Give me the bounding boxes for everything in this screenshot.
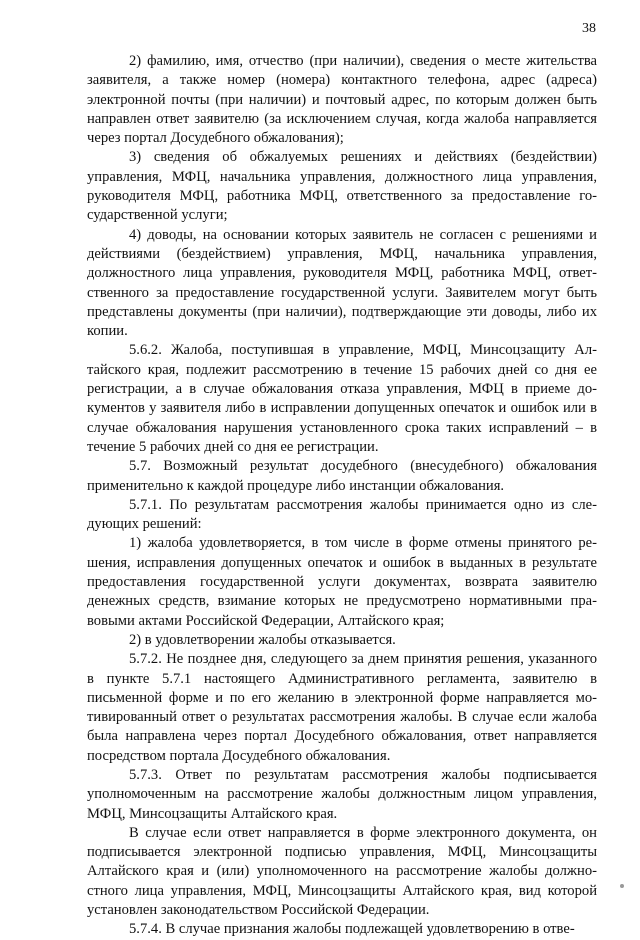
paragraph-decision-2: 2) в удовлетворении жалобы отказывается. — [129, 631, 396, 648]
paragraph-item-3: 3) сведения об обжалуемых решениях и действиях (бездействии) управления, МФЦ, начальника управления, должностного лица управления, руководителя МФЦ, работника МФЦ, ответственного за предоставление государственной услуги; — [87, 149, 597, 224]
scan-dot-mark — [620, 884, 624, 888]
paragraph-5-6-2: 5.6.2. Жалоба, поступившая в управление, МФЦ, Минсоцзащиту Алтайского края, подлежит рассмотрению в течение 15 рабочих дней со дня ее регистрации, а в случае обжалования отказа управления, МФЦ в приеме документов у заявителя либо в исправлении допущенных опечаток и ошибок или в случае обжалования нарушения установленного срока таких исправлений – в течение 5 рабочих дней со дня ее регистрации. — [87, 342, 597, 455]
paragraph-5-7-3: 5.7.3. Ответ по результатам рассмотрения жалобы подписывается уполномоченным на рассмотрение жалобы должностным лицом управления, МФЦ, Минсоцзащиты Алтайского края. — [87, 766, 597, 822]
paragraph-electronic-response: В случае если ответ направляется в форме электронного документа, он подписывается электронной подписью управления, МФЦ, Минсоцзащиты Алтайского края и (или) уполномоченного на рассмотрение жалобы должностного лица управления, МФЦ, Минсоцзащиты Алтайского края, вид которой установлен законодательством Российской Федерации. — [87, 824, 597, 919]
paragraph-5-7-4: 5.7.4. В случае признания жалобы подлежащей удовлетворению в отве- — [129, 921, 575, 938]
paragraph-item-2: 2) фамилию, имя, отчество (при наличии), сведения о месте жительства заявителя, а также номер (номера) контактного телефона, адрес (адреса) электронной почты (при наличии) и почтовый адрес, по которым должен быть направлен ответ заявителю (за исключением случая, когда жалоба направляется через портал Досудебного обжалования); — [87, 53, 597, 147]
paragraph-5-7-2: 5.7.2. Не позднее дня, следующего за днем принятия решения, указанного в пункте 5.7.1 настоящего Административного регламента, заявителю в письменной форме и по его желанию в электронной форме направляется мотивированный ответ о результатах рассмотрения жалобы. В случае если жалоба была направлена через портал Досудебного обжалования, ответ направляется посредством портала Досудебного обжалования. — [87, 651, 597, 764]
paragraph-5-7-1: 5.7.1. По результатам рассмотрения жалобы принимается одно из следующих решений: — [87, 496, 597, 533]
document-body — [87, 52, 597, 940]
paragraph-5-7: 5.7. Возможный результат досудебного (внесудебного) обжалования применительно к каждой процедуре либо инстанции обжалования. — [87, 458, 597, 494]
paragraph-item-4: 4) доводы, на основании которых заявитель не согласен с решениями и действиями (бездействием) управления, МФЦ, начальника управления, должностного лица управления, руководителя МФЦ, работника МФЦ, ответственного за предоставление государственной услуги. Заявителем могут быть представлены документы (при наличии), подтверждающие эти доводы, либо их копии. — [87, 226, 597, 340]
page-number: 38 — [582, 21, 596, 36]
paragraph-decision-1: 1) жалоба удовлетворяется, в том числе в форме отмены принятого решения, исправления допущенных опечаток и ошибок в выданных в результате предоставления государственной услуги документах, возврата заявителю денежных средств, взимание которых не предусмотрено нормативными правовыми актами Российской Федерации, Алтайского края; — [87, 535, 597, 629]
